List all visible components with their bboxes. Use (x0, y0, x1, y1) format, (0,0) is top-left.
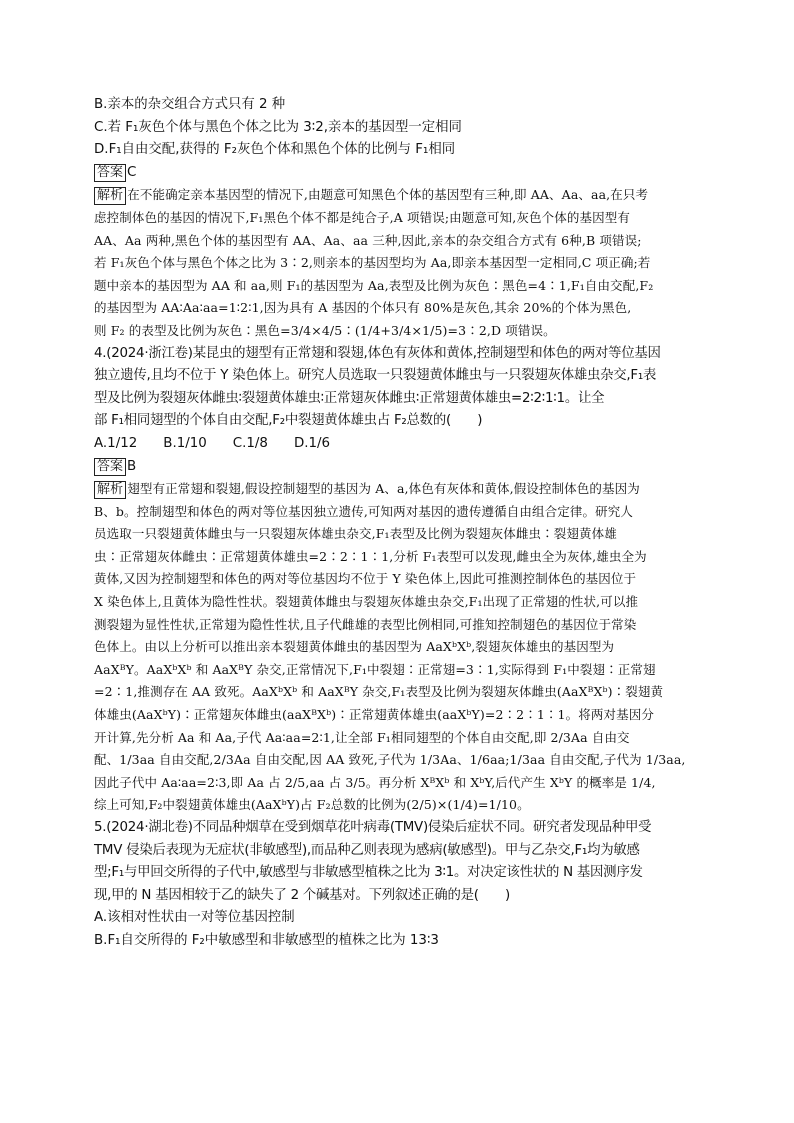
q3-option-d: D.F₁自由交配,获得的 F₂灰色个体和黑色个体的比例与 F₁相同 (94, 142, 456, 158)
q4-explanation-line: 体雄虫(AaXᵇY)∶正常翅灰体雌虫(aaXᴮXᵇ)∶正常翅黄体雄虫(aaXᵇY)=2∶2∶1∶1。将两对基因分 (94, 707, 654, 723)
q4-stem-line: 型及比例为裂翅灰体雌虫∶裂翅黄体雄虫∶正常翅灰体雌虫∶正常翅黄体雄虫=2∶2∶1∶1。让全 (94, 390, 605, 406)
q4-explanation-line: 色体上。由以上分析可以推出亲本裂翅黄体雌虫的基因型为 AaXᵇXᵇ,裂翅灰体雄虫的基因型为 (94, 639, 615, 655)
q3-explanation-line: 虑控制体色的基因的情况下,F₁黑色个体不都是纯合子,A 项错误;由题意可知,灰色个体的基因型有 (94, 209, 630, 225)
q4-explanation-line: 开计算,先分析 Aa 和 Aa,子代 Aa∶aa=2∶1,让全部 F₁相同翅型的个体自由交配,即 2/3Aa 自由交 (94, 729, 630, 745)
explain-tag: 解析 (94, 481, 126, 499)
q3-option-b: B.亲本的杂交组合方式只有 2 种 (94, 97, 286, 112)
q4-option-d: D.1/6 (293, 435, 331, 451)
q5-option-a: A.该相对性状由一对等位基因控制 (94, 910, 295, 926)
q5-option-b: B.F₁自交所得的 F₂中敏感型和非敏感型的植株之比为 13∶3 (94, 932, 439, 948)
q4-explanation-line: B、b。控制翅型和体色的两对等位基因独立遗传,可知两对基因的遗传遵循自由组合定律。研究人 (94, 503, 633, 519)
q3-answer-value: C (127, 164, 137, 180)
q3-explanation-line: 的基因型为 AA∶Aa∶aa=1∶2∶1,因为具有 A 基因的个体只有 80%是灰色,其余 20%的个体为黑色, (94, 300, 632, 316)
q4-explanation-line: 测裂翅为显性性状,正常翅为隐性性状,且子代雌雄的表型比例相同,可推知控制翅色的基因位于常染 (94, 616, 637, 632)
q4-answer (94, 456, 704, 479)
exam-page (94, 94, 704, 953)
q4-explanation-line: 因此子代中 Aa∶aa=2∶3,即 Aa 占 2/5,aa 占 3/5。再分析 XᴮXᵇ 和 XᵇY,后代产生 XᵇY 的概率是 1/4, (94, 774, 656, 790)
q3-explanation-line: 若 F₁灰色个体与黑色个体之比为 3∶2,则亲本的基因型均为 Aa,即亲本基因型一定相同,C 项正确;若 (94, 255, 651, 271)
q4-option-a: A.1/12 (94, 435, 138, 451)
answer-tag: 答案 (94, 164, 126, 182)
q4-answer-value: B (127, 458, 137, 474)
q3-option-c: C.若 F₁灰色个体与黑色个体之比为 3∶2,亲本的基因型一定相同 (94, 119, 462, 135)
q4-explanation-line: 综上可知,F₂中裂翅黄体雄虫(AaXᵇY)占 F₂总数的比例为(2/5)×(1/4)=1/10。 (94, 797, 530, 813)
q4-explanation-line: =2∶1,推测存在 AA 致死。AaXᵇXᵇ 和 AaXᴮY 杂交,F₁表型及比例为裂翅灰体雌虫(AaXᴮXᵇ)∶裂翅黄 (94, 684, 664, 700)
explain-tag: 解析 (94, 187, 126, 205)
q4-explanation-line: 员选取一只裂翅黄体雌虫与一只裂翅灰体雄虫杂交,F₁表型及比例为裂翅灰体雌虫∶裂翅黄体雄 (94, 526, 617, 542)
q4-explanation-line: 黄体,又因为控制翅型和体色的两对等位基因均不位于 Y 染色体上,因此可推测控制体色的基因位于 (94, 571, 637, 587)
q3-explanation-line: AA、Aa 两种,黑色个体的基因型有 AA、Aa、aa 三种,因此,亲本的杂交组合方式有 6种,B 项错误; (94, 232, 642, 248)
q3-explanation-line: 题中亲本的基因型为 AA 和 aa,则 F₁的基因型为 Aa,表型及比例为灰色∶黑色=4∶1,F₁自由交配,F₂ (94, 277, 654, 293)
q4-stem-line: 4.(2024·浙江卷)某昆虫的翅型有正常翅和裂翅,体色有灰体和黄体,控制翅型和体色的两对等位基因 (94, 345, 661, 361)
q4-option-c: C.1/8 (232, 435, 268, 451)
q4-explanation-line: 虫∶正常翅灰体雌虫∶正常翅黄体雄虫=2∶2∶1∶1,分析 F₁表型可以发现,雌虫全为灰体,雄虫全为 (94, 548, 647, 564)
q3-explanation-line: 解析 在不能确定亲本基因型的情况下,由题意可知黑色个体的基因型有三种,即 AA、Aa、aa,在只考 (94, 184, 704, 207)
q5-stem-line: 5.(2024·湖北卷)不同品种烟草在受到烟草花叶病毒(TMV)侵染后症状不同。研究者发现品种甲受 (94, 820, 652, 835)
q4-stem-line: 独立遗传,且均不位于 Y 染色体上。研究人员选取一只裂翅黄体雌虫与一只裂翅灰体雄虫杂交,F₁表 (94, 368, 657, 384)
q5-stem-line: TMV 侵染后表现为无症状(非敏感型),而品种乙则表现为感病(敏感型)。甲与乙杂交,F₁均为敏感 (94, 842, 640, 858)
answer-tag: 答案 (94, 458, 126, 476)
q4-options (94, 433, 704, 456)
q4-stem-line: 部 F₁相同翅型的个体自由交配,F₂中裂翅黄体雄虫占 F₂总数的( ) (94, 413, 483, 429)
q3-answer (94, 162, 704, 185)
q5-stem-line: 型;F₁与甲回交所得的子代中,敏感型与非敏感型植株之比为 3∶1。对决定该性状的 N 基因测序发 (94, 865, 643, 881)
q3-explanation-line: 则 F₂ 的表型及比例为灰色∶黑色=3/4×4/5∶(1/4+3/4×1/5)=3∶2,D 项错误。 (94, 322, 556, 338)
q4-explanation-line: X 染色体上,且黄体为隐性性状。裂翅黄体雌虫与裂翅灰体雄虫杂交,F₁出现了正常翅的性状,可以推 (94, 594, 639, 610)
q4-explanation-line: AaXᴮY。AaXᵇXᵇ 和 AaXᴮY 杂交,正常情况下,F₁中裂翅∶正常翅=3∶1,实际得到 F₁中裂翅∶正常翅 (94, 661, 656, 677)
q4-explanation-line: 配、1/3aa 自由交配,2/3Aa 自由交配,因 AA 致死,子代为 1/3Aa、1/6aa;1/3aa 自由交配,子代为 1/3aa, (94, 752, 686, 768)
q4-option-b: B.1/10 (163, 435, 207, 451)
q5-stem-line: 现,甲的 N 基因相较于乙的缺失了 2 个碱基对。下列叙述正确的是( ) (94, 887, 510, 903)
q4-explanation-line: 解析 翅型有正常翅和裂翅,假设控制翅型的基因为 A、a,体色有灰体和黄体,假设控制体色的基因为 (94, 478, 704, 501)
